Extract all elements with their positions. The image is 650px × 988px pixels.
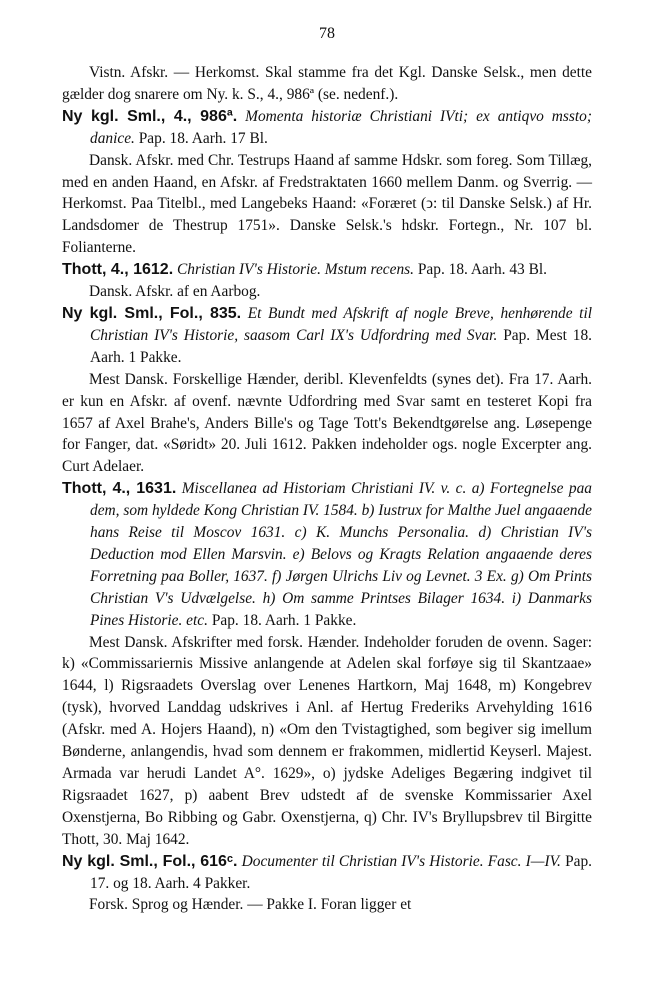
entry-title: Et Bundt med Afskrift af nogle Breve, henhørende til Christian IV's Historie, saasom Carl IX's Udfordring med Svar. [90, 304, 593, 344]
entry-ny-kgl-sml-fol-616c [62, 851, 592, 895]
entry-details: Pap. 18. Aarh. 1 Pakke. [211, 611, 357, 629]
paragraph-afskrifter: Mest Dansk. Afskrifter med forsk. Hænder. Indeholder foruden de ovenn. Sager: k) «Commissariernis Missive anlangende at Adelen skal forføye sig til Skantzaae» 1644, l) Rigsraadets Overslag over Lenenes Hartkorn, Maj 1648, m) Kongebrev (tysk), hvorved Landdag udskrives i Anl. af Hertug Frederiks Arvehylding 1616 (Afskr. med A. Hojers Haand), n) «Om den Tvistagtighed, som begiver sig imellum Bønderne, anlangendis, hvad som dennem er frakommen, midlertid Keyserl. Majest. Armada var herudi Landet A°. 1629», o) jydske Adeliges Begæring indgivet til Rigsraadet 1627, p) aabent Brev udstedt af de svenske Kommissarier Axel Oxenstjerna, Bo Ribbing og Gabr. Oxenstjerna, q) Chr. IV's Bryllupsbrev til Birgitte Thott, 30. Maj 1642. [62, 633, 592, 848]
page-number: 78 [319, 25, 335, 42]
paragraph-dansk-testrup: Dansk. Afskr. med Chr. Testrups Haand af samme Hdskr. som foreg. Som Tillæg, med en anden Haand, en Afskr. af Fredstraktaten 1660 mellem Danm. og Sverrig. — Herkomst. Paa Titelbl., med Langebeks Haand: «Foræret (ↄ: til Danske Selsk.) af Hr. Landsdomer de Thestrup 1751». Danske Selsk.'s hdskr. Fortegn., Nr. 107 bl. Folianterne. [62, 151, 592, 257]
catalogue-page [62, 22, 592, 916]
shelfmark: Ny kgl. Sml., 4., 986ª. [62, 107, 238, 125]
entry-thott-4-1612 [62, 259, 592, 281]
paragraph-vistn: Vistn. Afskr. — Herkomst. Skal stamme fra det Kgl. Danske Selsk., men dette gælder dog snarere om Ny. k. S., 4., 986ª (se. nedenf.). [62, 64, 592, 103]
paragraph-forskellige-haender: Mest Dansk. Forskellige Hænder, deribl. Klevenfeldts (synes det). Fra 17. Aarh. er kun en Afskr. af ovenf. nævnte Udfordring med Svar samt en testeret Kopi fra 1657 af Axel Brahe's, Anders Bille's og Tage Tott's Bekendtgørelse ang. Løsepenge for Fanger, dat. «Søridt» 20. Juli 1612. Pakken indeholder ogs. nogle Excerpter ang. Curt Adelaer. [62, 370, 592, 476]
entry-thott-4-1631 [62, 478, 592, 631]
shelfmark: Thott, 4., 1612. [62, 261, 174, 279]
paragraph-aarbog: Dansk. Afskr. af en Aarbog. [89, 283, 261, 301]
shelfmark: Ny kgl. Sml., Fol., 835. [62, 304, 242, 322]
entry-details: Pap. 18. Aarh. 17 Bl. [138, 129, 268, 147]
entry-title: Christian IV's Historie. Mstum recens. [177, 261, 414, 279]
entry-ny-kgl-sml-fol-835 [62, 303, 592, 369]
entry-title: Miscellanea ad Historiam Christiani IV. v. c. a) Fortegnelse paa dem, som hyldede Kong Christian IV. 1584. b) Iustrux for Malthe Juel angaaende hans Reise til Moscov 1631. c) K. Munchs Personalia. d) Christian IV's Deduction mod Ellen Marsvin. e) Belovs og Kragts Relation angaaende deres Forretning paa Boller, 1637. f) Jørgen Ulrichs Liv og Levnet. 3 Ex. g) Om Prints Christian V's Udvælgelse. h) Om samme Printses Bilager 1634. i) Danmarks Pines Historie. etc. [90, 480, 592, 629]
entry-title: Momenta historiæ Christiani IVti; ex antiqvo mssto; danice. [90, 107, 592, 147]
entry-details: Pap. 17. og 18. Aarh. 4 Pakker. [90, 852, 592, 892]
shelfmark: Ny kgl. Sml., Fol., 616ᶜ. [62, 852, 238, 870]
shelfmark: Thott, 4., 1631. [62, 480, 177, 498]
entry-details: Pap. 18. Aarh. 43 Bl. [417, 261, 547, 279]
entry-ny-kgl-sml-4-986a [62, 106, 592, 150]
entry-details: Pap. Mest 18. Aarh. 1 Pakke. [90, 326, 592, 366]
paragraph-forsk-sprog: Forsk. Sprog og Hænder. — Pakke I. Foran ligger et [89, 896, 412, 914]
entry-title: Documenter til Christian IV's Historie. Fasc. I—IV. [241, 852, 561, 870]
